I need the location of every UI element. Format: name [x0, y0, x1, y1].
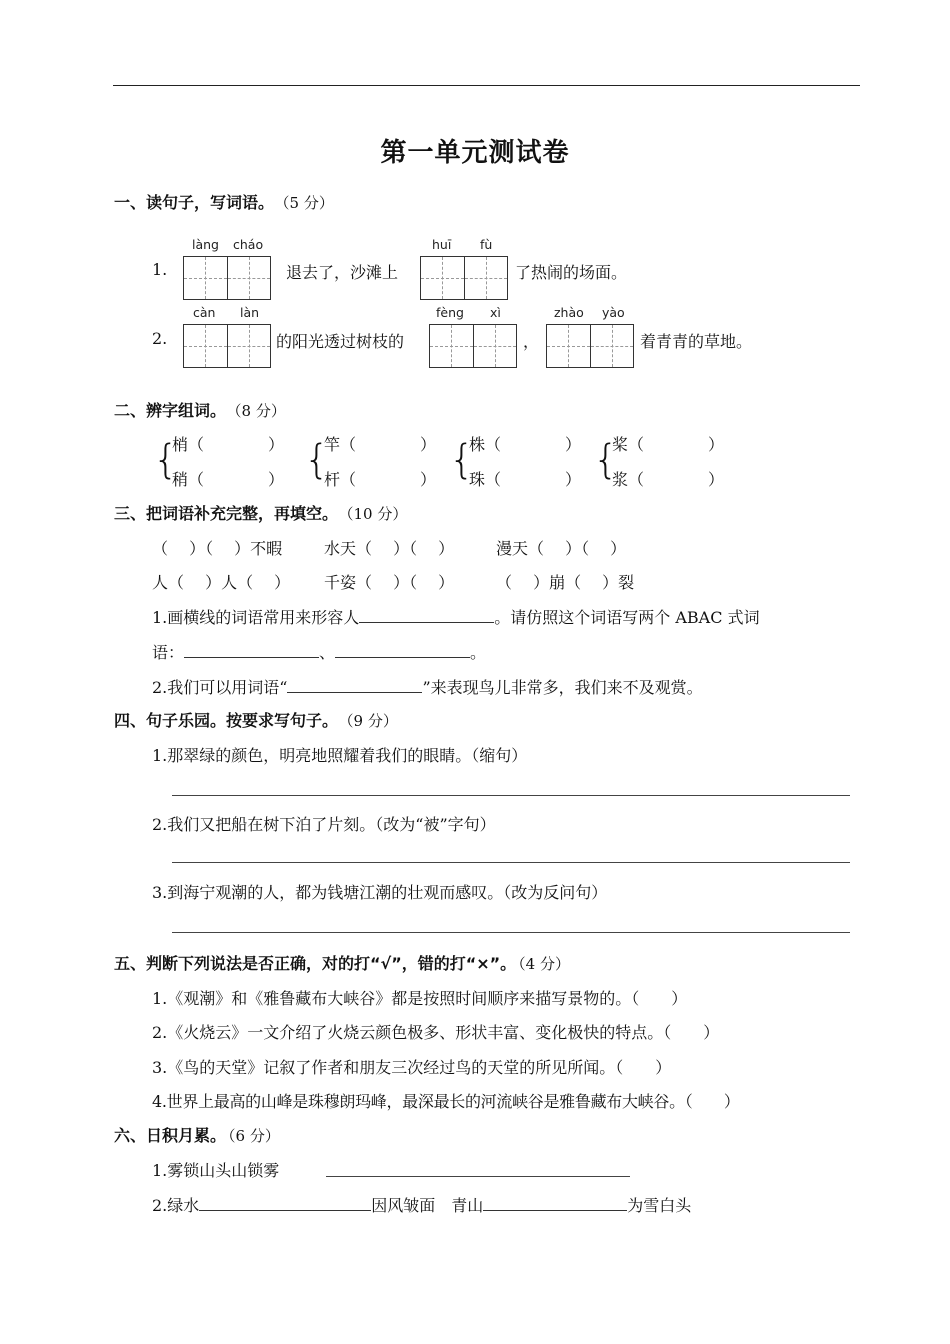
s3-q1-text: 。 [470, 643, 487, 662]
answer-line[interactable] [172, 932, 850, 933]
s6-q2-text: 2.绿水 [152, 1196, 200, 1215]
s4-item: 1.那翠绿的颜色，明亮地照耀着我们的眼睛。（缩句） [152, 746, 528, 765]
word-pair-bottom: 稍（ [172, 470, 205, 489]
pinyin: xì [490, 305, 501, 320]
word-pair-close: ） [565, 435, 582, 454]
idiom-fill[interactable]: 人（ ）人（ ） [152, 573, 291, 592]
section-4-heading [114, 708, 398, 731]
section-5-points: （4 分） [518, 955, 570, 973]
s6-q2-text: 为雪白头 [627, 1196, 692, 1215]
grid-cell[interactable] [421, 257, 464, 299]
word-pair-top: 株（ [469, 435, 502, 454]
brace-icon: { [449, 437, 475, 483]
answer-line[interactable] [172, 862, 850, 863]
section-3-points: （10 分） [346, 505, 408, 523]
s3-q2 [152, 675, 703, 698]
grid-cell[interactable] [227, 257, 270, 299]
section-2-heading [114, 398, 286, 421]
word-pair-close: ） [268, 435, 285, 454]
pinyin: fèng [436, 305, 464, 320]
word-pair-close: ） [420, 470, 437, 489]
writing-grid[interactable] [183, 324, 271, 368]
answer-blank[interactable] [199, 1194, 371, 1211]
section-6-heading [114, 1123, 280, 1146]
pinyin: fù [480, 237, 493, 252]
s1-q2-text-1: 的阳光透过树枝的 [276, 332, 405, 351]
s6-q1: 1.雾锁山头山锁雾 [152, 1161, 280, 1180]
word-pair-top: 桨（ [612, 435, 645, 454]
section-1-points: （5 分） [282, 194, 334, 212]
s1-q2-text-3: 着青青的草地。 [640, 332, 753, 351]
answer-blank[interactable] [184, 641, 319, 658]
grid-cell[interactable] [184, 257, 227, 299]
word-pair-bottom: 浆（ [612, 470, 645, 489]
s3-q1-text: 。请仿照这个词语写两个 ABAC 式词 [494, 608, 760, 627]
grid-cell[interactable] [590, 325, 633, 367]
word-pair-close: ） [708, 435, 725, 454]
word-pair-close: ） [708, 470, 725, 489]
pinyin: làng [192, 237, 219, 252]
word-pair-close: ） [565, 470, 582, 489]
word-pair-bottom: 杆（ [324, 470, 357, 489]
section-2-title: 二、辨字组词。 [114, 401, 227, 420]
page-title: 第一单元测试卷 [380, 138, 570, 168]
idiom-fill[interactable]: 水天（ ）（ ） [324, 539, 455, 558]
s3-q1-text: 、 [319, 643, 336, 662]
section-6-points: （6 分） [228, 1127, 280, 1145]
writing-grid[interactable] [183, 256, 271, 300]
brace-icon: { [304, 437, 330, 483]
judgement-item[interactable]: 2.《火烧云》一文介绍了火烧云颜色极多、形状丰富、变化极快的特点。（ ） [152, 1023, 720, 1042]
pinyin: zhào [554, 305, 584, 320]
answer-blank[interactable] [287, 676, 422, 693]
judgement-item[interactable]: 3.《鸟的天堂》记叙了作者和朋友三次经过鸟的天堂的所见所闻。（ ） [152, 1058, 672, 1077]
answer-line[interactable] [172, 795, 850, 796]
pinyin: làn [240, 305, 260, 320]
grid-cell[interactable] [547, 325, 590, 367]
s3-q1-text: 1.画横线的词语常用来形容人 [152, 608, 360, 627]
s1-q2-text-2: ， [523, 332, 540, 351]
writing-grid[interactable] [546, 324, 634, 368]
judgement-item[interactable]: 1.《观潮》和《雅鲁藏布大峡谷》都是按照时间顺序来描写景物的。（ ） [152, 989, 688, 1008]
s1-q1-number: 1. [152, 260, 168, 279]
s6-q2 [152, 1193, 691, 1216]
judgement-item[interactable]: 4.世界上最高的山峰是珠穆朗玛峰，最深最长的河流峡谷是雅鲁藏布大峡谷。（ ） [152, 1092, 740, 1111]
grid-cell[interactable] [464, 257, 507, 299]
writing-grid[interactable] [429, 324, 517, 368]
grid-cell[interactable] [227, 325, 270, 367]
section-5-title: 五、判断下列说法是否正确，对的打“√”，错的打“×”。 [114, 954, 517, 973]
brace-icon: { [593, 437, 619, 483]
s3-q1-cont [152, 640, 486, 663]
pinyin: càn [193, 305, 216, 320]
s4-item: 3.到海宁观潮的人，都为钱塘江潮的壮观而感叹。（改为反问句） [152, 883, 608, 902]
word-pair-bottom: 珠（ [469, 470, 502, 489]
answer-line[interactable] [326, 1176, 630, 1177]
grid-cell[interactable] [473, 325, 516, 367]
s3-q1 [152, 605, 760, 628]
top-rule [113, 85, 860, 86]
section-2-points: （8 分） [234, 402, 286, 420]
grid-cell[interactable] [430, 325, 473, 367]
s3-q2-text: ”来表现鸟儿非常多，我们来不及观赏。 [422, 678, 703, 697]
writing-grid[interactable] [420, 256, 508, 300]
word-pair-close: ） [268, 470, 285, 489]
idiom-fill[interactable]: （ ）崩（ ）裂 [496, 573, 635, 592]
section-4-title: 四、句子乐园。按要求写句子。 [114, 711, 339, 730]
idiom-fill[interactable]: （ ）（ ）不暇 [152, 539, 283, 558]
answer-blank[interactable] [483, 1194, 627, 1211]
section-1-title: 一、读句子，写词语。 [114, 193, 275, 212]
s3-q1-text: 语： [152, 643, 185, 662]
section-6-title: 六、日积月累。 [114, 1126, 227, 1145]
section-3-heading [114, 501, 407, 524]
section-1-heading [114, 190, 334, 213]
s3-q2-text: 2.我们可以用词语“ [152, 678, 288, 697]
idiom-fill[interactable]: 漫天（ ）（ ） [496, 539, 627, 558]
answer-blank[interactable] [335, 641, 470, 658]
s6-q2-text: 因风皱面 青山 [371, 1196, 484, 1215]
s1-q1-text-2: 了热闹的场面。 [515, 263, 628, 282]
answer-blank[interactable] [359, 606, 494, 623]
s4-item: 2.我们又把船在树下泊了片刻。（改为“被”字句） [152, 815, 496, 834]
idiom-fill[interactable]: 千姿（ ）（ ） [324, 573, 455, 592]
pinyin: cháo [233, 237, 264, 252]
section-5-heading [114, 951, 570, 974]
word-pair-close: ） [420, 435, 437, 454]
brace-icon: { [153, 437, 179, 483]
section-4-points: （9 分） [346, 712, 398, 730]
section-3-title: 三、把词语补充完整，再填空。 [114, 504, 339, 523]
grid-cell[interactable] [184, 325, 227, 367]
word-pair-top: 竿（ [324, 435, 357, 454]
s1-q1-text-1: 退去了，沙滩上 [286, 263, 399, 282]
word-pair-top: 梢（ [172, 435, 205, 454]
pinyin: huī [432, 237, 452, 252]
s1-q2-number: 2. [152, 329, 168, 348]
pinyin: yào [602, 305, 625, 320]
